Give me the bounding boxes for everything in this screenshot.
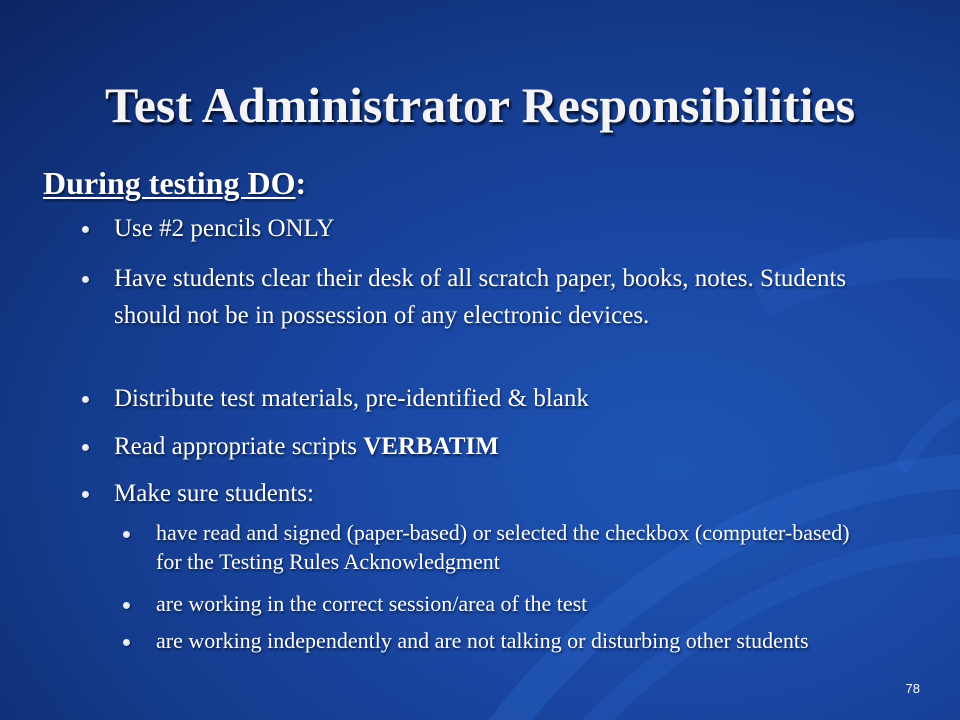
bullet-dot-icon xyxy=(82,396,89,403)
bullet-dot-icon xyxy=(82,491,89,498)
subheading-text: During testing DO xyxy=(43,165,296,201)
bullet-item xyxy=(114,210,904,247)
bullet-item xyxy=(114,380,904,417)
bullet-item xyxy=(114,428,904,465)
bullet-dot-icon xyxy=(82,276,89,283)
sub-bullet-item xyxy=(156,626,876,655)
bullet-text: Use #2 pencils ONLY xyxy=(114,215,335,242)
bullet-dot-icon xyxy=(123,639,130,646)
subheading-colon: : xyxy=(295,165,307,201)
bullet-dot-icon xyxy=(82,444,89,451)
bullet-text: Read appropriate scripts xyxy=(114,433,364,460)
bullet-item xyxy=(114,475,904,512)
sub-bullet-item xyxy=(156,589,876,618)
sub-bullet-item xyxy=(156,518,876,576)
subheading xyxy=(43,164,306,202)
bullet-text: Have students clear their desk of all scratch paper, books, notes. Students should not be in possession of any electronic devices. xyxy=(114,265,847,329)
sub-bullet-text: are working independently and are not talking or disturbing other students xyxy=(156,628,809,653)
bullet-text: Make sure students: xyxy=(114,480,314,507)
bullet-dot-icon xyxy=(123,602,130,609)
bullet-dot-icon xyxy=(123,531,130,538)
bullet-text: Distribute test materials, pre-identified & blank xyxy=(114,385,589,412)
bullet-item xyxy=(114,260,904,334)
sub-bullet-text: have read and signed (paper-based) or selected the checkbox (computer-based) for the Testing Rules Acknowledgment xyxy=(156,520,850,574)
slide-title: Test Administrator Responsibilities xyxy=(104,77,856,133)
page-number: 78 xyxy=(905,681,920,696)
bullet-dot-icon xyxy=(82,226,89,233)
bullet-text-emphasis: VERBATIM xyxy=(363,433,499,460)
sub-bullet-text: are working in the correct session/area of the test xyxy=(156,591,588,616)
